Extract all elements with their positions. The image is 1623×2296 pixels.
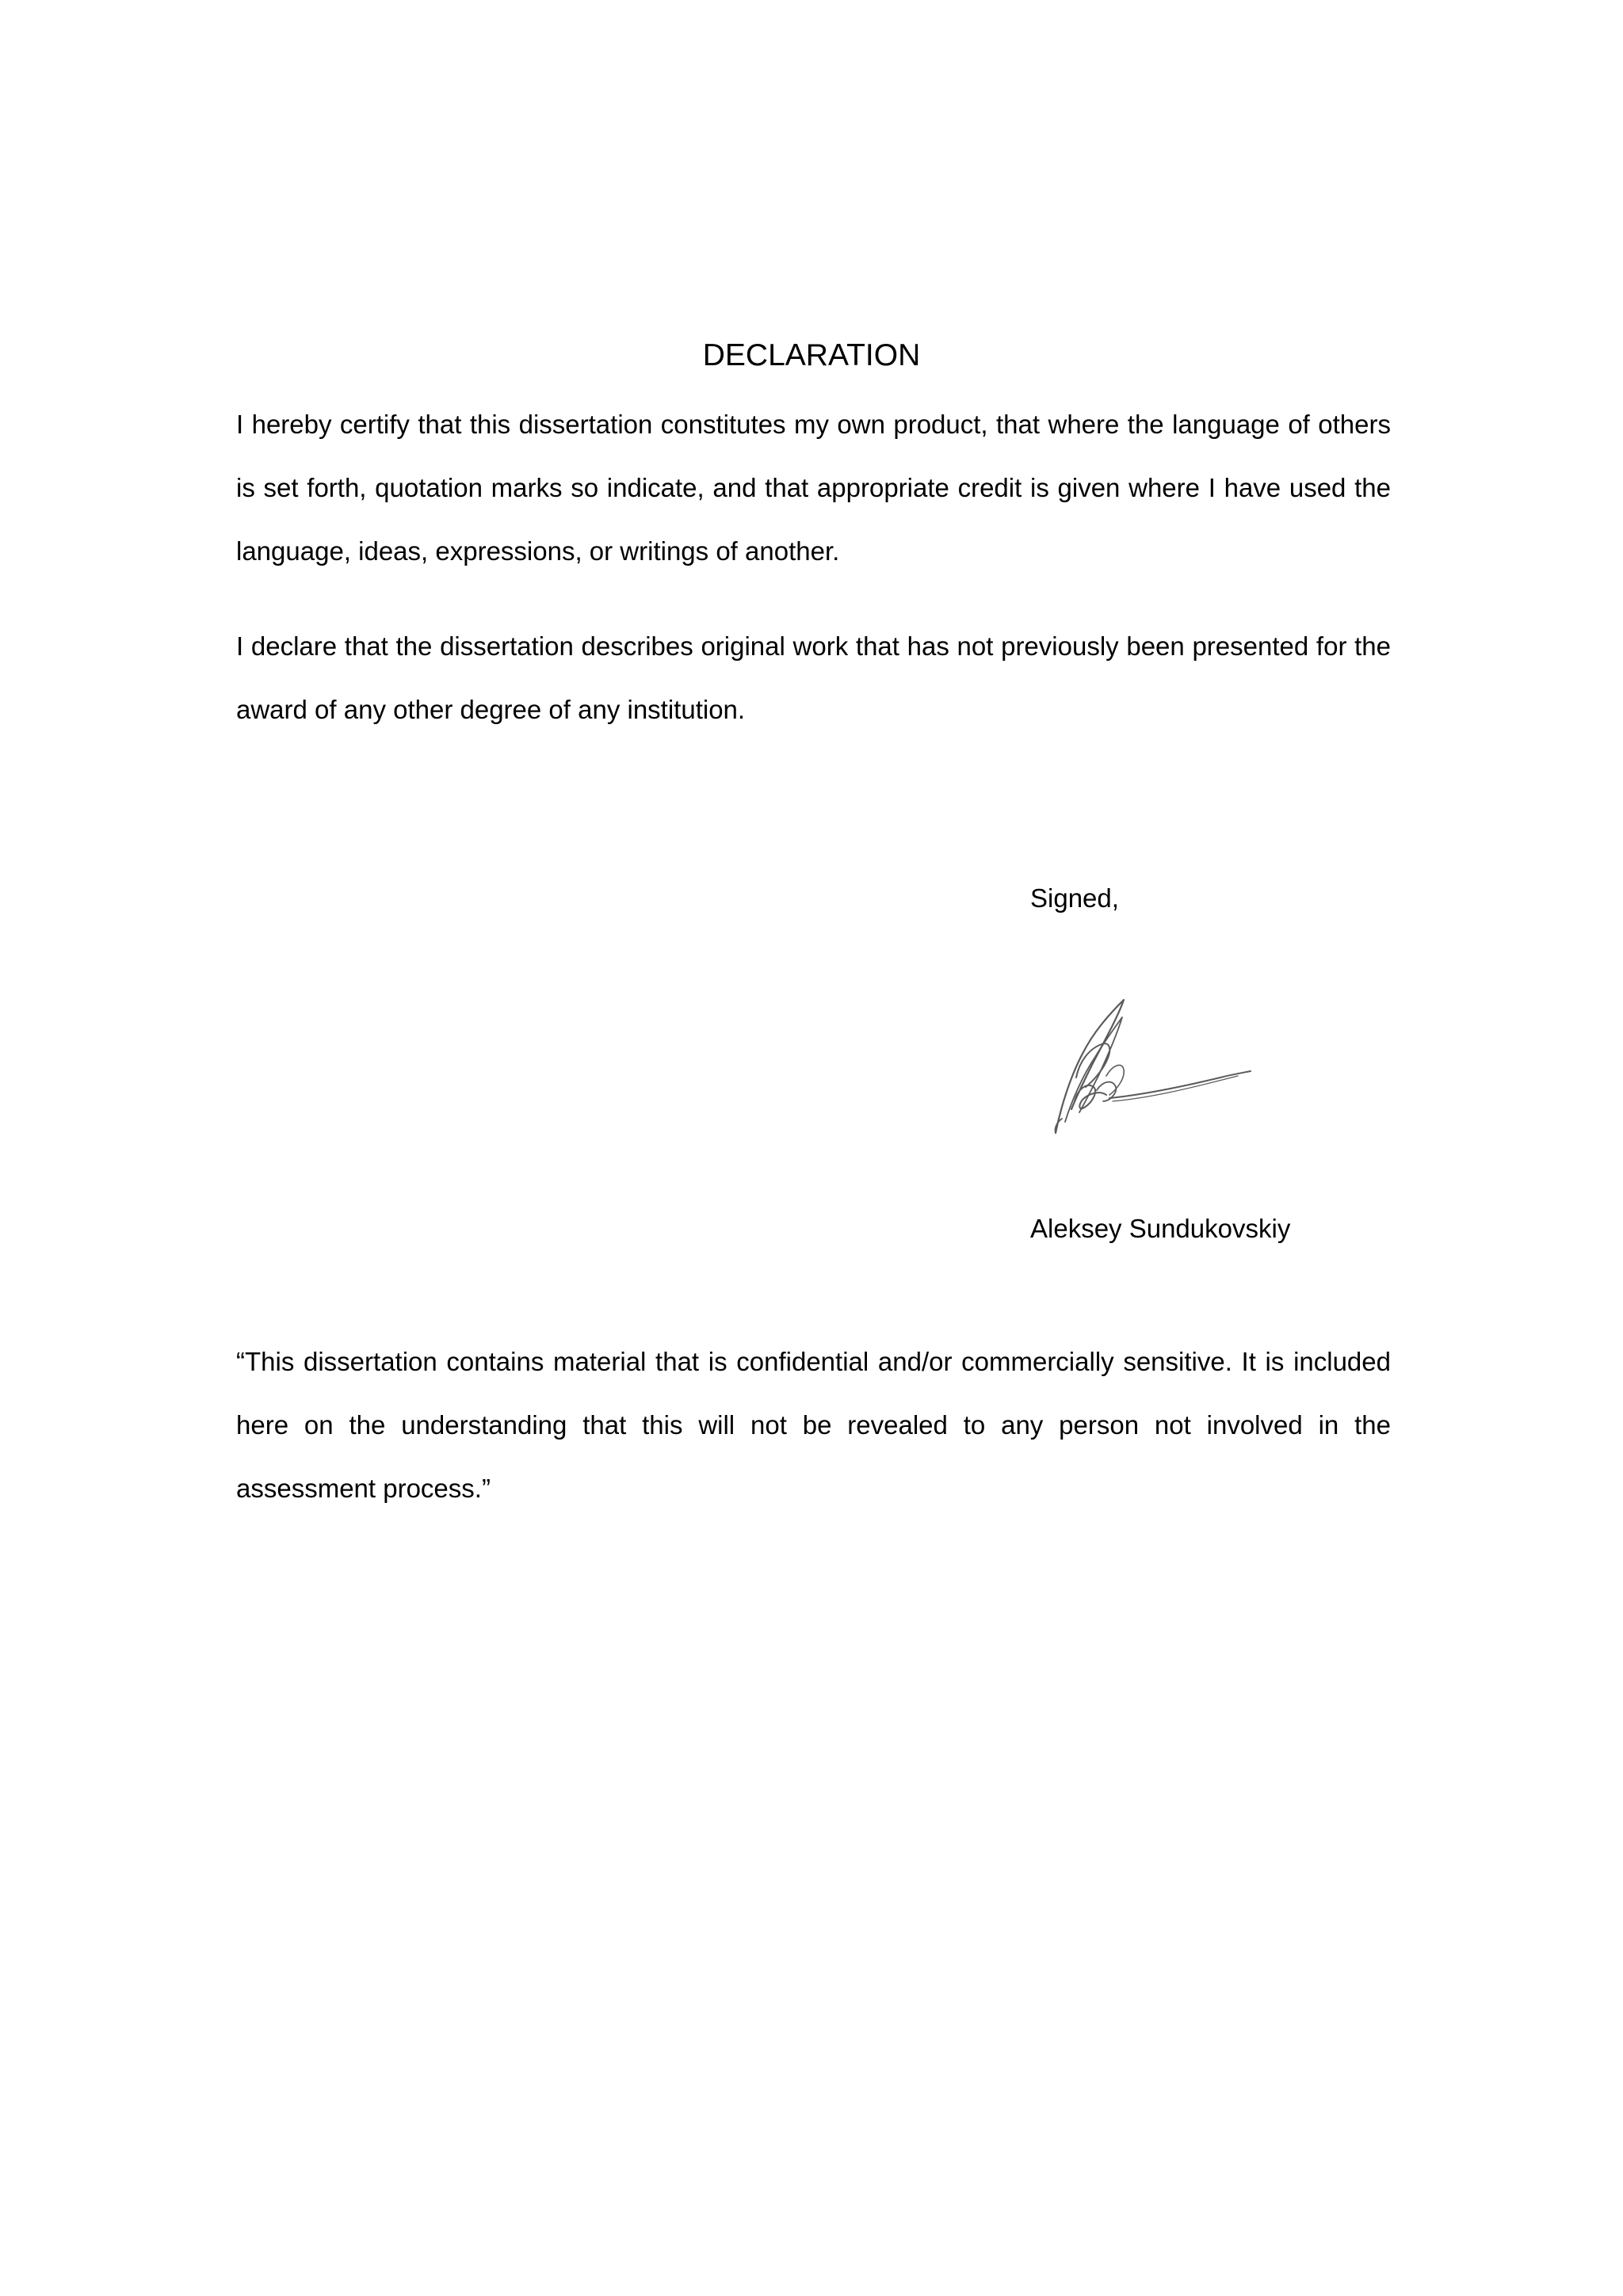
handwritten-signature — [1030, 982, 1268, 1141]
signed-label: Signed, — [1030, 883, 1119, 913]
originality-paragraph: I declare that the dissertation describes original work that has not previously been presented for the award of any other degree of any institution. — [236, 631, 1391, 724]
signer-name: Aleksey Sundukovskiy — [1030, 1214, 1291, 1243]
confidentiality-note: “This dissertation contains material that is confidential and/or commercially sensitive. It is included here on the understanding that this will not be revealed to any person not involved in the assessment process.” — [236, 1347, 1391, 1503]
page-title: DECLARATION — [702, 338, 921, 372]
certification-paragraph: I hereby certify that this dissertation constitutes my own product, that where the language of others is set forth, quotation marks so indicate, and that appropriate credit is given where I have used the language, ideas, expressions, or writings of another. — [236, 410, 1391, 566]
